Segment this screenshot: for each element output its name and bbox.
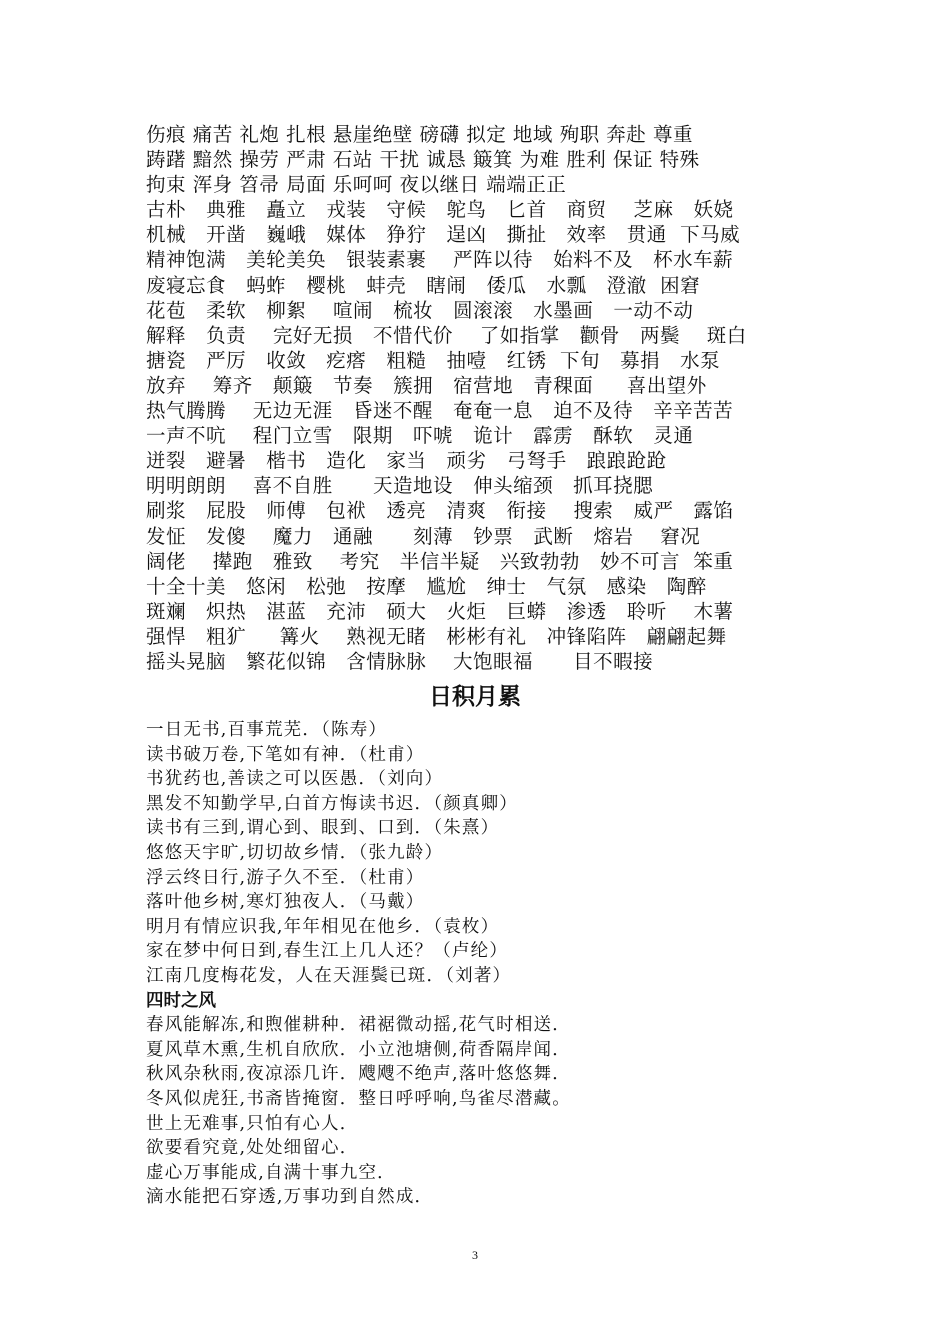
vocab-line: 拘束 浑身 笤帚 局面 乐呵呵 夜以继日 端端正正 [146, 173, 567, 197]
vocab-line: 发怔 发傻 魔力 通融 刻薄 钞票 武断 熔岩 窘况 [146, 524, 701, 548]
vocab-line: 刷浆 屁股 师傅 包袱 透亮 清爽 衔接 搜索 威严 露馅 [146, 499, 734, 523]
vocab-line: 解释 负责 完好无损 不惜代价 了如指掌 颧骨 两鬓 斑白 [146, 323, 747, 347]
vocab-line: 一声不吭 程门立雪 限期 吓唬 诡计 霹雳 酥软 灵通 [146, 424, 694, 448]
vocab-line: 放弃 筹齐 颠簸 节奏 簇拥 宿营地 青稞面 喜出望外 [146, 373, 707, 397]
quote-line: 读书破万卷,下笔如有神．（杜甫） [146, 744, 425, 765]
poem-line: 夏风草木熏,生机自欣欣．小立池塘侧,荷香隔岸闻． [146, 1039, 571, 1060]
quotes-list [146, 718, 846, 1210]
vocab-line: 阔佬 撵跑 雅致 考究 半信半疑 兴致勃勃 妙不可言 笨重 [146, 549, 734, 573]
vocab-line: 强悍 粗犷 篝火 熟视无睹 彬彬有礼 冲锋陷阵 翩翩起舞 [146, 624, 727, 648]
proverb-line: 世上无难事,只怕有心人． [146, 1113, 359, 1134]
vocab-line: 废寝忘食 蚂蚱 樱桃 蚌壳 瞎闹 倭瓜 水瓢 澄澈 困窘 [146, 273, 701, 297]
page-number: 3 [472, 1248, 478, 1262]
quote-line: 悠悠天宇旷,切切故乡情．（张九龄） [146, 842, 444, 863]
vocab-line: 十全十美 悠闲 松弛 按摩 尴尬 绅士 气氛 感染 陶醉 [146, 574, 707, 598]
proverb-line: 滴水能把石穿透,万事功到自然成． [146, 1187, 434, 1208]
vocab-line: 摇头晃脑 繁花似锦 含情脉脉 大饱眼福 目不暇接 [146, 649, 654, 673]
vocab-line: 古朴 典雅 矗立 戎装 守候 鸵鸟 匕首 商贸 芝麻 妖娆 [146, 198, 734, 222]
quote-line: 江南几度梅花发，人在天涯鬓已斑．（刘著） [146, 965, 512, 986]
vocab-line: 机械 开凿 巍峨 媒体 狰狞 逞凶 撕扯 效率 贯通 下马威 [146, 223, 741, 247]
quote-line: 书犹药也,善读之可以医愚．（刘向） [146, 769, 444, 790]
proverb-line: 欲要看究竟,处处细留心． [146, 1138, 359, 1159]
quote-line: 明月有情应识我,年年相见在他乡．（袁枚） [146, 916, 500, 937]
vocab-line: 踌躇 黯然 操劳 严肃 石站 干扰 诚恳 簸箕 为难 胜利 保证 特殊 [146, 148, 700, 172]
poem-line: 秋风杂秋雨,夜凉添几许．飕飕不绝声,落叶悠悠舞． [146, 1064, 571, 1085]
proverb-line: 虚心万事能成,自满十事九空． [146, 1162, 396, 1183]
quote-line: 家在梦中何日到,春生江上几人还？（卢纶） [146, 941, 509, 962]
vocab-line: 热气腾腾 无边无涯 昏迷不醒 奄奄一息 迫不及待 辛辛苦苦 [146, 399, 734, 423]
vocab-line: 伤痕 痛苦 礼炮 扎根 悬崖绝壁 磅礴 拟定 地域 殉职 奔赴 尊重 [146, 123, 693, 146]
section-heading: 日积月累 [429, 684, 521, 710]
vocab-line: 斑斓 炽热 湛蓝 充沛 硕大 火炬 巨蟒 渗透 聆听 木薯 [146, 599, 734, 623]
vocab-line: 迸裂 避暑 楷书 造化 家当 顽劣 弓弩手 踉踉跄跄 [146, 449, 667, 473]
quote-line: 黑发不知勤学早,白首方悔读书迟．（颜真卿） [146, 793, 519, 814]
quote-line: 一日无书,百事荒芜．（陈寿） [146, 720, 388, 740]
quote-line: 读书有三到,谓心到、眼到、口到．（朱熹） [146, 818, 500, 839]
vocab-line: 搪瓷 严厉 收敛 疙瘩 粗糙 抽噎 红锈 下旬 募捐 水泵 [146, 348, 721, 372]
quote-line: 落叶他乡树,寒灯独夜人．（马戴） [146, 892, 425, 913]
poem-line: 冬风似虎狂,书斋皆掩窗．整日呼呼响,鸟雀尽潜藏。 [146, 1088, 571, 1109]
subsection-title: 四时之风 [146, 990, 216, 1011]
vocab-line: 明明朗朗 喜不自胜 天造地设 伸头缩颈 抓耳挠腮 [146, 474, 654, 498]
vocab-line: 精神饱满 美轮美奂 银装素裹 严阵以待 始料不及 杯水车薪 [146, 248, 734, 272]
poem-line: 春风能解冻,和煦催耕种．裙裾微动摇,花气时相送． [146, 1015, 571, 1036]
vocabulary-list [146, 122, 826, 674]
quote-line: 浮云终日行,游子久不至．（杜甫） [146, 867, 425, 888]
vocab-line: 花苞 柔软 柳絮 喧闹 梳妆 圆滚滚 水墨画 一动不动 [146, 298, 694, 322]
